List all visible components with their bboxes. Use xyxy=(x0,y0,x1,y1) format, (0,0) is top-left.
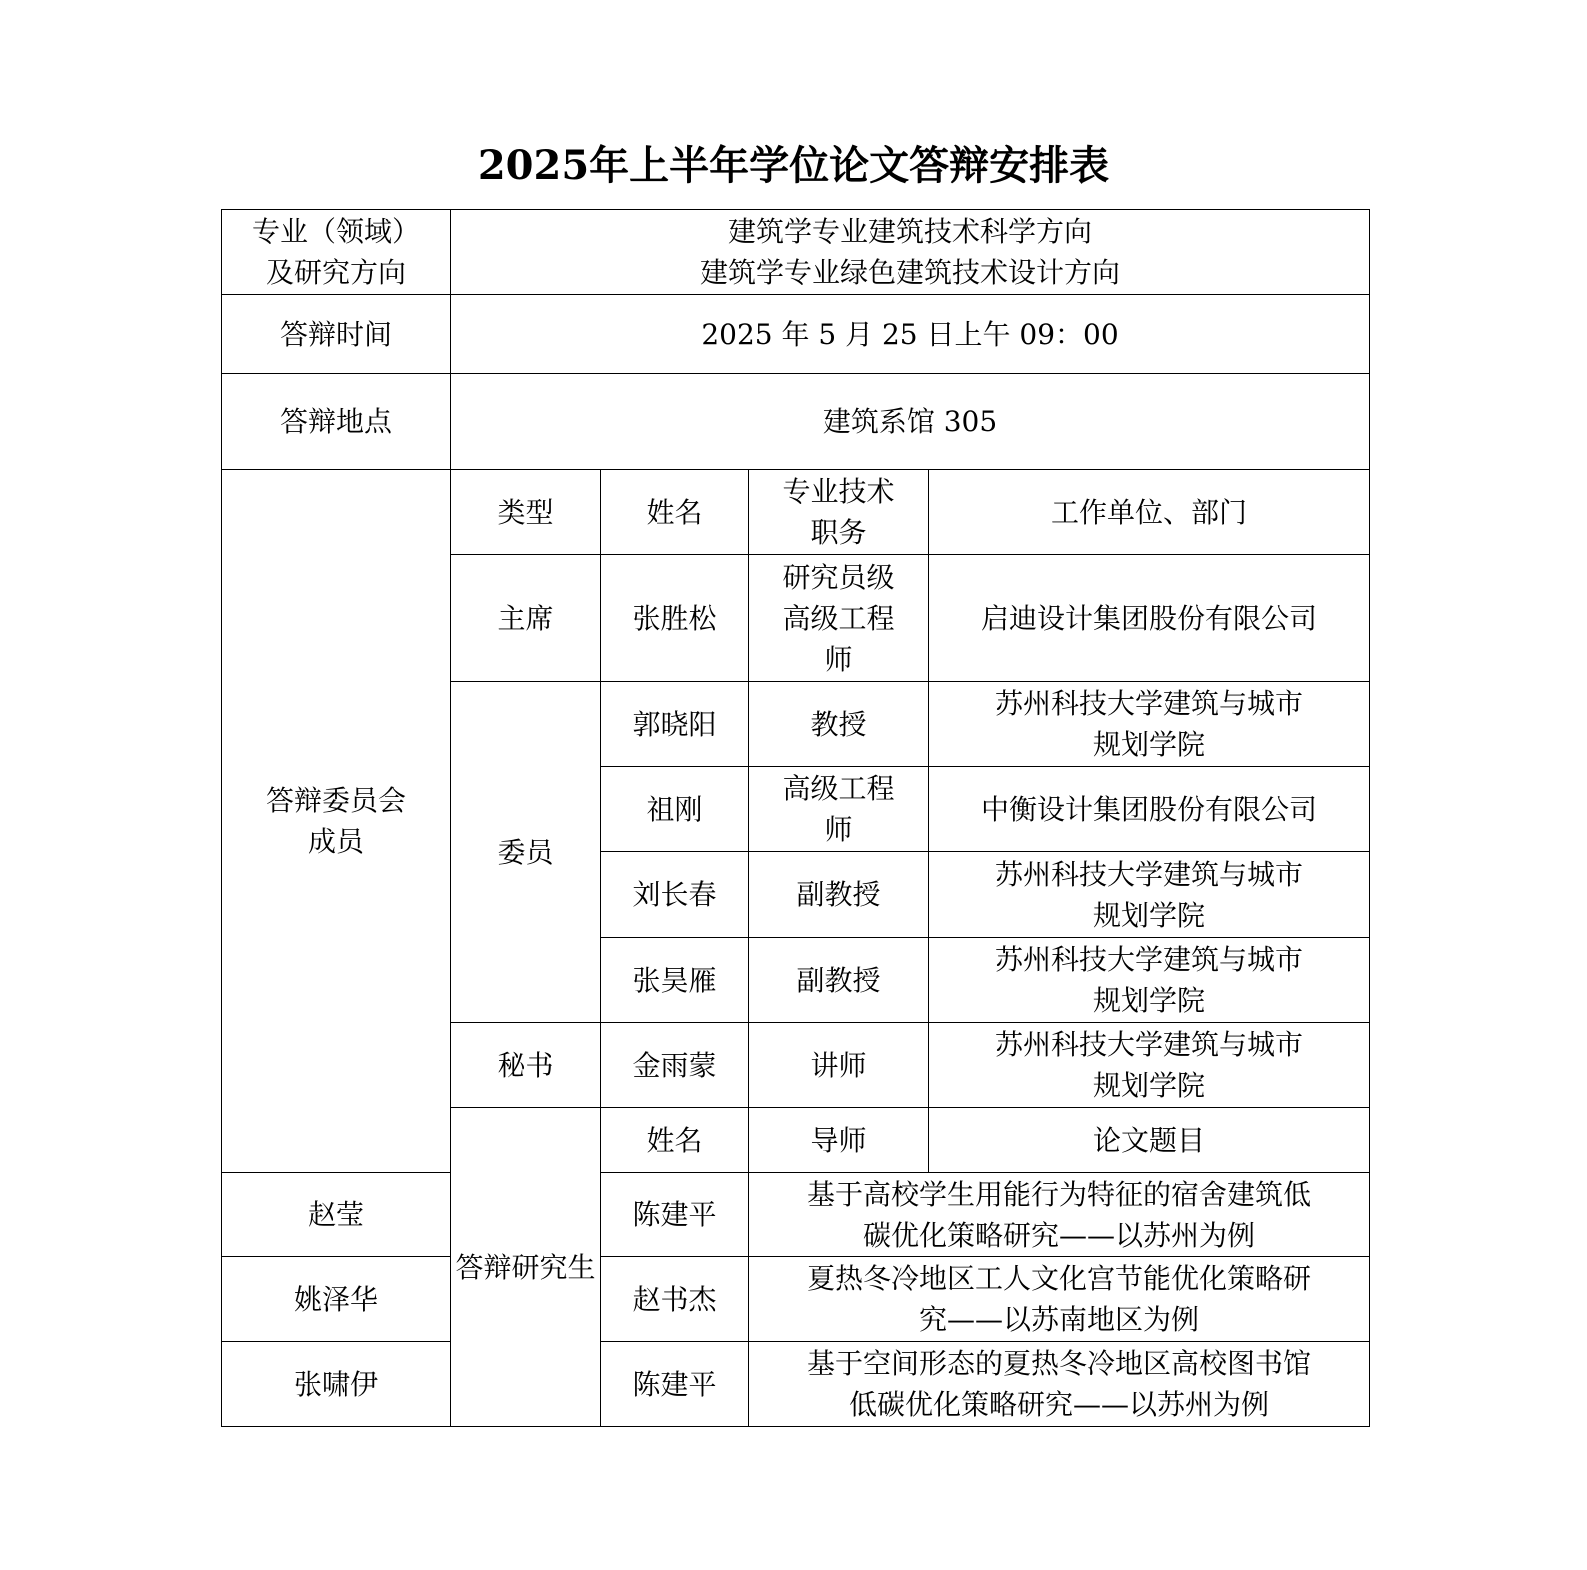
member-name: 刘长春 xyxy=(601,852,749,938)
member-unit: 苏州科技大学建筑与城市 规划学院 xyxy=(929,852,1370,938)
students-header-topic: 论文题目 xyxy=(929,1108,1370,1173)
student-topic: 基于空间形态的夏热冬冷地区高校图书馆 低碳优化策略研究——以苏州为例 xyxy=(749,1342,1370,1427)
student-topic: 夏热冬冷地区工人文化宫节能优化策略研 究——以苏南地区为例 xyxy=(749,1257,1370,1342)
student-advisor: 陈建平 xyxy=(601,1342,749,1427)
member-unit: 苏州科技大学建筑与城市 规划学院 xyxy=(929,938,1370,1023)
students-header-name: 姓名 xyxy=(601,1108,749,1173)
defense-time-label: 答辩时间 xyxy=(222,295,451,374)
member-type: 委员 xyxy=(451,682,601,1023)
member-name: 张昊雁 xyxy=(601,938,749,1023)
member-title: 讲师 xyxy=(749,1023,929,1108)
member-name: 金雨蒙 xyxy=(601,1023,749,1108)
committee-header-type: 类型 xyxy=(451,470,601,555)
major-label: 专业（领域） 及研究方向 xyxy=(222,210,451,295)
member-type: 主席 xyxy=(451,555,601,682)
member-unit: 中衡设计集团股份有限公司 xyxy=(929,767,1370,852)
member-unit: 苏州科技大学建筑与城市 规划学院 xyxy=(929,682,1370,767)
defense-time-value: 2025 年 5 月 25 日上午 09：00 xyxy=(451,295,1370,374)
page-title: 2025年上半年学位论文答辩安排表 xyxy=(477,142,1110,189)
member-name: 张胜松 xyxy=(601,555,749,682)
student-name: 姚泽华 xyxy=(222,1257,451,1342)
major-row xyxy=(222,210,1370,295)
member-type: 秘书 xyxy=(451,1023,601,1108)
member-name: 郭晓阳 xyxy=(601,682,749,767)
committee-header-title: 专业技术 职务 xyxy=(749,470,929,555)
students-header-advisor: 导师 xyxy=(749,1108,929,1173)
students-label: 答辩研究生 xyxy=(451,1108,601,1427)
member-title: 副教授 xyxy=(749,852,929,938)
member-unit: 启迪设计集团股份有限公司 xyxy=(929,555,1370,682)
committee-header-name: 姓名 xyxy=(601,470,749,555)
student-row xyxy=(222,1173,1370,1257)
student-topic: 基于高校学生用能行为特征的宿舍建筑低 碳优化策略研究——以苏州为例 xyxy=(749,1173,1370,1257)
member-title: 研究员级 高级工程 师 xyxy=(749,555,929,682)
member-unit: 苏州科技大学建筑与城市 规划学院 xyxy=(929,1023,1370,1108)
defense-schedule-table xyxy=(221,209,1370,1427)
major-value: 建筑学专业建筑技术科学方向 建筑学专业绿色建筑技术设计方向 xyxy=(451,210,1370,295)
student-row xyxy=(222,1257,1370,1342)
student-name: 赵莹 xyxy=(222,1173,451,1257)
student-advisor: 陈建平 xyxy=(601,1173,749,1257)
defense-place-row xyxy=(222,374,1370,470)
member-title: 副教授 xyxy=(749,938,929,1023)
member-title: 教授 xyxy=(749,682,929,767)
committee-header-unit: 工作单位、部门 xyxy=(929,470,1370,555)
committee-label: 答辩委员会 成员 xyxy=(222,470,451,1173)
defense-time-row xyxy=(222,295,1370,374)
student-advisor: 赵书杰 xyxy=(601,1257,749,1342)
member-name: 祖刚 xyxy=(601,767,749,852)
defense-place-label: 答辩地点 xyxy=(222,374,451,470)
defense-place-value: 建筑系馆 305 xyxy=(451,374,1370,470)
student-row xyxy=(222,1342,1370,1427)
member-title: 高级工程 师 xyxy=(749,767,929,852)
student-name: 张啸伊 xyxy=(222,1342,451,1427)
committee-header-row xyxy=(222,470,1370,555)
